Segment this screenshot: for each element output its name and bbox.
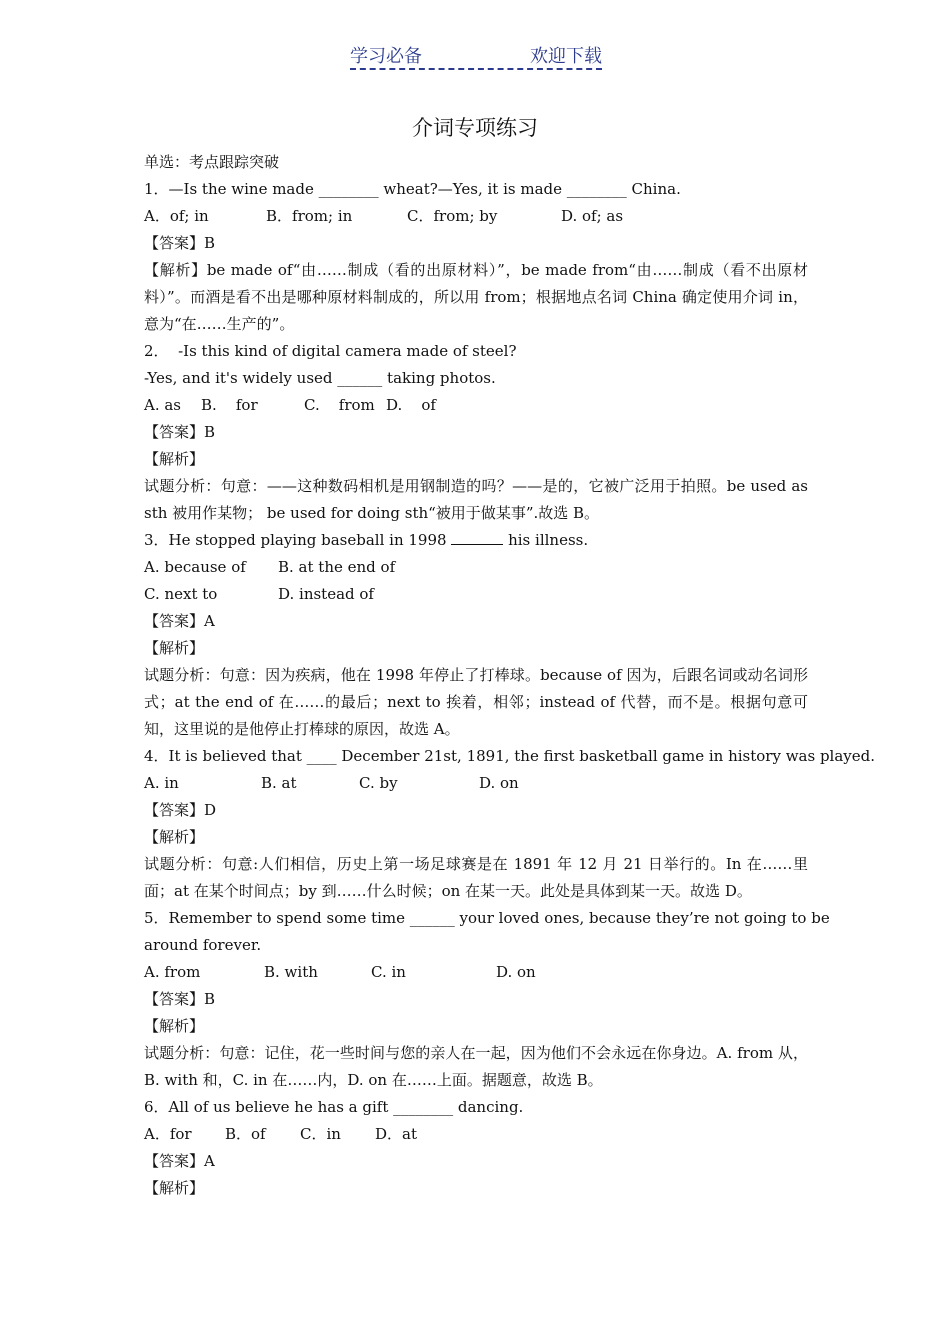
question-2-stem-line2: -Yes, and it's widely used ______ taking photos. [144,369,496,387]
question-6-answer: 【答案】A [144,1152,215,1170]
question-2-analysis: 试题分析：句意：——这种数码相机是用钢制造的吗？——是的，它被广泛用于拍照。be used as sth 被用作某物； be used for doing sth“被用于做某事”.故选 B。 [144,477,808,522]
section-heading: 单选：考点跟踪突破 [144,153,280,171]
question-2-answer: 【答案】B [144,423,216,441]
question-2-options [144,392,808,419]
option-d: D. on [496,963,536,981]
option-a: A．of; in [144,207,209,225]
option-c: C. from [304,396,375,414]
question-3-stem-start: 3．He stopped playing baseball in 1998 [144,531,452,549]
option-b: B. at the end of [278,558,396,576]
question-5-stem-line1: 5．Remember to spend some time ______ your loved ones, because they’re not going to be [144,909,830,927]
option-d: D. of [386,396,436,414]
document-body [144,149,876,1202]
answer-blank [451,530,503,545]
question-6-options [144,1121,808,1148]
question-3-options-row1 [144,554,808,581]
question-5-analysis: 试题分析：句意：记住，花一些时间与您的亲人在一起，因为他们不会永远在你身边。A. from 从， B. with 和，C. in 在……内，D. on 在……上面。据题意，故选 B。 [144,1044,808,1089]
question-6-stem: 6．All of us believe he has a gift ________ dancing. [144,1098,524,1116]
option-d: D. of; as [561,207,624,225]
question-1-answer: 【答案】B [144,234,216,252]
option-b: B．of [225,1125,266,1143]
question-4-options [144,770,808,797]
option-a: A. as [144,396,182,414]
option-a: A. from [144,963,201,981]
option-d: D. instead of [278,585,374,603]
option-c: C. in [371,963,406,981]
question-6-analysis-label: 【解析】 [144,1179,205,1197]
question-5-stem-line2: around forever. [144,936,262,954]
option-b: B. with [264,963,318,981]
option-a: A. because of [144,558,246,576]
question-5-options [144,959,808,986]
question-4-analysis: 试题分析：句意:人们相信，历史上第一场足球赛是在 1891 年 12 月 21 日举行的。In 在……里面；at 在某个时间点；by 到……什么时候；on 在某一天。此处是具体到某一天。故选 D。 [144,855,808,900]
option-c: C．in [300,1125,341,1143]
document-title: 介词专项练习 [412,116,538,140]
option-a: A．for [144,1125,192,1143]
header-right-text: 欢迎下载 [530,46,602,67]
question-4-answer: 【答案】D [144,801,217,819]
question-3-analysis-label: 【解析】 [144,639,205,657]
question-3-answer: 【答案】A [144,612,215,630]
question-1-analysis: 【解析】be made of“由……制成（看的出原材料）”，be made from“由……制成（看不出原材料）”。而酒是看不出是哪种原材料制成的，所以用 from；根据地点名词 China 确定使用介词 in，意为“在……生产的”。 [144,261,808,333]
option-d: D．at [375,1125,417,1143]
option-c: C. next to [144,585,218,603]
option-b: B. for [201,396,258,414]
question-4-stem: 4．It is believed that ____ December 21st, 1891, the first basketball game in history was played. [144,747,876,765]
question-1-stem: 1．—Is the wine made ________ wheat?—Yes, it is made ________ China. [144,180,681,198]
header-left-text: 学习必备 [350,46,422,67]
question-3-options-row2 [144,581,808,608]
option-b: B．from; in [266,207,353,225]
question-1-options [144,203,808,230]
option-a: A. in [144,774,179,792]
question-4-analysis-label: 【解析】 [144,828,205,846]
question-3-stem-end: his illness. [503,531,589,549]
option-d: D. on [479,774,519,792]
question-3-analysis: 试题分析：句意：因为疾病，他在 1998 年停止了打棒球。because of 因为，后跟名词或动名词形式；at the end of 在……的最后；next to 挨着，相邻；instead of 代替，而不是。根据句意可知，这里说的是他停止打棒球的原因，故选 A。 [144,666,808,738]
question-5-analysis-label: 【解析】 [144,1017,205,1035]
option-b: B. at [261,774,297,792]
option-c: C．from; by [407,207,498,225]
question-2-stem-line1: 2． -Is this kind of digital camera made of steel? [144,342,517,360]
option-c: C. by [359,774,398,792]
page-header [350,40,602,70]
question-5-answer: 【答案】B [144,990,216,1008]
question-3-stem [144,527,808,554]
question-2-analysis-label: 【解析】 [144,450,205,468]
